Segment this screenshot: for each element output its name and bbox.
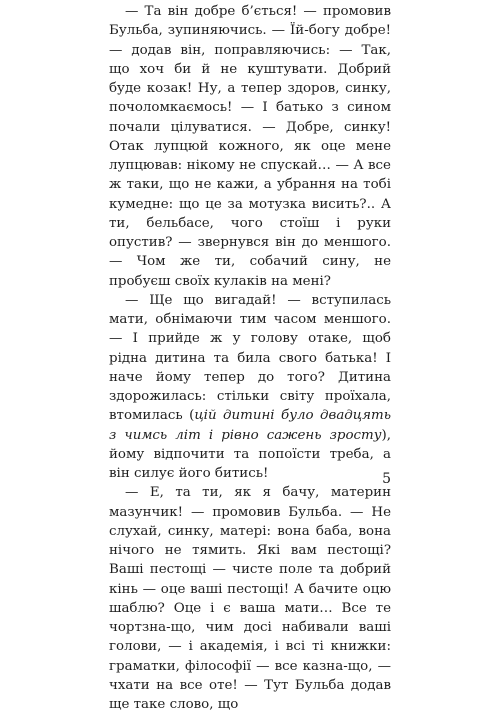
paragraph-2-italic-aside: цій дитині було двадцять з чимсь літ і рівно сажень зросту	[109, 408, 391, 443]
paragraph-2-text: — Ще що вигадай! — вступилась мати, обнімаючи тим часом меншого. — І прийде ж у голову отаке, щоб рідна дитина та била свого батька! І наче йому тепер до того? Дитина здорожилась: стільки світу проїхала, втомилась (	[109, 292, 391, 424]
paragraph-2	[109, 291, 391, 484]
paragraph-3: — Е, та ти, як я бачу, материн мазунчик! — промовив Бульба. — Не слухай, синку, матері: вона баба, вона нічого не тямить. Які вам пестощі? Ваші пестощі — чисте поле та добрий кінь — оце ваші пестощі! А бачите оцю шаблю? Оце і є ваша мати… Все те чортзна-що, чим досі набивали ваші голови, — і академія, і всі ті книжки: граматки, філософії — все казна-що, — чхати на все оте! — Тут Бульба додав ще таке слово, що	[109, 485, 391, 712]
paragraph-2-tail: ), йому відпочити та попоїсти треба, а він силує його битись!	[109, 427, 391, 481]
page-body-text	[109, 2, 391, 714]
page-number: 5	[382, 471, 391, 487]
paragraph-1: — Та він добре б’ється! — промовив Бульба, зупиняючись. — Їй-богу добре! — додав він, поправляючись: — Так, що хоч би й не куштувати. Добрий буде козак! Ну, а тепер здоров, синку, почоломкаємось! — І батько з сином почали цілуватися. — Добре, синку! Отак лупцюй кожного, як оце мене лупцював: нікому не спускай… — А все ж таки, що не кажи, а убрання на тобі кумедне: що це за мотузка висить?.. А ти, бельбасе, чого стоїш і руки опустив? — звернувся він до меншого. — Чом же ти, собачий сину, не пробуєш своїх кулаків на мені?	[109, 4, 391, 289]
